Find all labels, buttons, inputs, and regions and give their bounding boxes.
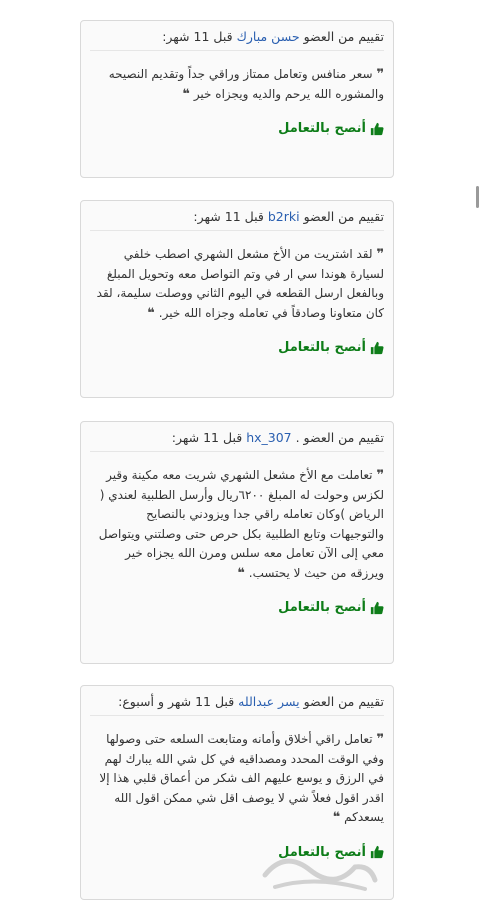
review-text: تعاملت مع الأخ مشعل الشهري شريت معه مكينة وقير لكزس وحولت له المبلغ ٦٢٠٠ريال وأرسل الطلبية لعندي ( الرياض )وكان تعامله راقي جدا ويزودني بالنصايح والتوجيهات وتابع الطلبية بكل حرص حتى وصلتني ويتواصل معي إلى الآن تعامل معه سلس ومرن الله يجزاه خير ويرزقه من حيث لا يحتسب. bbox=[98, 468, 384, 580]
review-body bbox=[90, 452, 384, 583]
review-prefix: تقييم من العضو bbox=[303, 694, 384, 709]
quote-open-icon: ❞ bbox=[376, 247, 384, 262]
review-time: قبل 11 شهر: bbox=[171, 430, 243, 445]
recommend-badge bbox=[90, 340, 384, 355]
quote-open-icon: ❞ bbox=[376, 732, 384, 747]
recommend-label: أنصح بالتعامل bbox=[278, 844, 366, 860]
review-text: لقد اشتريت من الأخ مشعل الشهري اصطب خلفي لسيارة هوندا سي ار في وتم التواصل معه وتحويل المبلغ وبالفعل ارسل القطعه في اليوم الثاني ووصلت سليمة، لقد كان متعاونا وصادقاً في تعامله وجزاه الله خير. bbox=[96, 247, 384, 320]
review-prefix: تقييم من العضو . bbox=[295, 430, 384, 445]
quote-open-icon: ❞ bbox=[376, 468, 384, 483]
review-card bbox=[80, 421, 394, 664]
recommend-label: أنصح بالتعامل bbox=[278, 600, 366, 615]
quote-close-icon: ❝ bbox=[147, 305, 155, 321]
review-author-link[interactable]: حسن مبارك bbox=[236, 29, 300, 44]
scrollbar-thumb[interactable] bbox=[476, 186, 479, 208]
quote-open-icon: ❞ bbox=[376, 67, 384, 82]
review-card bbox=[80, 200, 394, 398]
thumbs-up-icon bbox=[370, 601, 384, 615]
review-header bbox=[90, 694, 384, 716]
quote-close-icon: ❝ bbox=[182, 86, 190, 102]
review-author-link[interactable]: b2rki bbox=[267, 209, 300, 224]
thumbs-up-icon bbox=[370, 122, 384, 136]
watermark-logo bbox=[255, 845, 380, 895]
review-prefix: تقييم من العضو bbox=[303, 209, 384, 224]
review-header bbox=[90, 430, 384, 452]
quote-close-icon: ❝ bbox=[237, 565, 245, 581]
review-time: قبل 11 شهر: bbox=[162, 29, 233, 44]
recommend-badge bbox=[90, 121, 384, 136]
review-time: قبل 11 شهر و أسبوع: bbox=[118, 694, 235, 709]
quote-close-icon: ❝ bbox=[332, 810, 341, 825]
review-author-link[interactable]: hx_307 bbox=[246, 430, 292, 445]
recommend-label: أنصح بالتعامل bbox=[278, 121, 366, 136]
review-body bbox=[90, 231, 384, 323]
review-card bbox=[80, 20, 394, 178]
review-author-link[interactable]: يسر عبدالله bbox=[238, 694, 300, 709]
review-header bbox=[90, 29, 384, 51]
scrollbar[interactable] bbox=[472, 0, 482, 900]
review-prefix: تقييم من العضو bbox=[303, 29, 384, 44]
review-text: تعامل راقي أخلاق وأمانه ومتابعت السلعه حتى وصولها وفي الوقت المحدد ومصداقيه في كل شي الله يبارك لهم في الرزق و يوسع عليهم الف شكر من أعماق قلبي هذا إلا اقدر اقول فعلاً شي لا يوصف اقل شي ممكن اقول الله يسعدكم bbox=[99, 732, 384, 824]
recommend-label: أنصح بالتعامل bbox=[278, 340, 366, 355]
recommend-badge bbox=[90, 600, 384, 615]
review-body bbox=[90, 51, 384, 104]
review-header bbox=[90, 209, 384, 231]
review-body bbox=[90, 716, 384, 828]
thumbs-up-icon bbox=[370, 341, 384, 355]
review-text: سعر منافس وتعامل ممتاز وراقي جداً وتقديم النصيحه والمشوره الله يرحم والديه ويجزاه خير bbox=[108, 67, 384, 101]
review-time: قبل 11 شهر: bbox=[193, 209, 264, 224]
